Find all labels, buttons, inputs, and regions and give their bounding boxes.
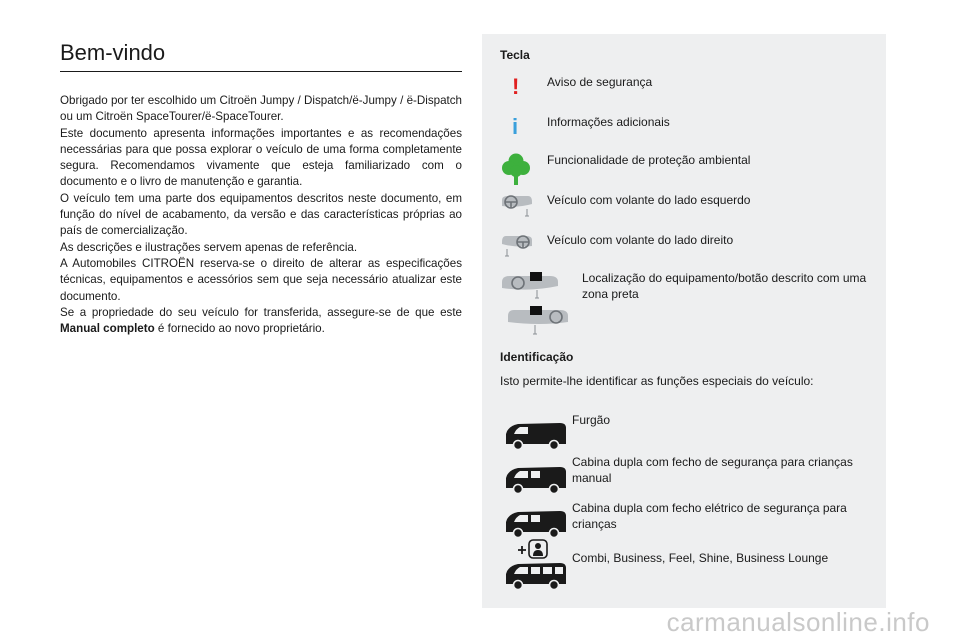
info-icon: i	[512, 114, 519, 139]
right-hand-drive-icon	[500, 234, 534, 258]
intro-paragraph	[60, 305, 462, 338]
key-label-environment: Funcionalidade de proteção ambiental	[547, 153, 751, 167]
key-label-lhd: Veículo com volante do lado esquerdo	[547, 193, 751, 207]
title-divider	[60, 71, 462, 72]
id-label-crew-manual: Cabina dupla com fecho de segurança para crianças manual	[572, 455, 853, 485]
intro-paragraph: A Automobiles CITROËN reserva-se o direito de alterar as especificações técnicas, equipamentos e acessórios sem que seja necessário atualizar este documento.	[60, 256, 462, 303]
key-label-rhd: Veículo com volante do lado direito	[547, 233, 734, 247]
tree-icon	[502, 152, 530, 186]
manual-completo-bold: Manual completo	[60, 322, 155, 336]
intro-text	[60, 93, 462, 337]
identification-title: Identificação	[500, 350, 574, 364]
key-title: Tecla	[500, 48, 530, 62]
warning-icon: !	[512, 74, 520, 99]
key-label-black-zone: Localização do equipamento/botão descrito com uma zona preta	[582, 271, 867, 301]
intro-paragraph: O veículo tem uma parte dos equipamentos descritos neste documento, em função do nível de acabamento, da versão e das características próprias ao país de comercialização.	[60, 191, 462, 238]
black-zone-icon	[500, 270, 570, 342]
id-label-van: Furgão	[572, 413, 611, 427]
intro-paragraph: As descrições e ilustrações servem apenas de referência.	[60, 240, 358, 254]
crew-cab-electric-icon	[504, 508, 568, 560]
key-label-warning: Aviso de segurança	[547, 75, 653, 89]
intro-paragraph: Obrigado por ter escolhido um Citroën Jumpy / Dispatch/ë-Jumpy / ë-Dispatch ou um Citroën SpaceTourer/ë-SpaceTourer.	[60, 94, 462, 124]
watermark: carmanualsonline.info	[666, 607, 930, 637]
key-label-info: Informações adicionais	[547, 115, 670, 129]
combi-icon	[504, 560, 568, 590]
id-label-combi: Combi, Business, Feel, Shine, Business Lounge	[572, 551, 829, 565]
page-title: Bem-vindo	[60, 40, 166, 65]
van-icon	[504, 420, 568, 450]
ownership-text-end: é fornecido ao novo proprietário.	[154, 322, 325, 336]
intro-paragraph: Este documento apresenta informações importantes e as recomendações necessárias para que possa explorar o veículo de uma forma completamente segura. Recomendamos vivamente que esteja familiarizado com o documento e o livro de manutenção e garantia.	[60, 126, 462, 189]
identification-description: Isto permite-lhe identificar as funções especiais do veículo:	[500, 374, 814, 388]
crew-cab-icon	[504, 464, 568, 494]
id-label-crew-electric: Cabina dupla com fecho elétrico de segurança para crianças	[572, 501, 847, 531]
ownership-text-start: Se a propriedade do seu veículo for transferida, assegure-se de que este	[60, 305, 462, 319]
key-panel	[482, 34, 886, 608]
left-hand-drive-icon	[500, 194, 534, 218]
